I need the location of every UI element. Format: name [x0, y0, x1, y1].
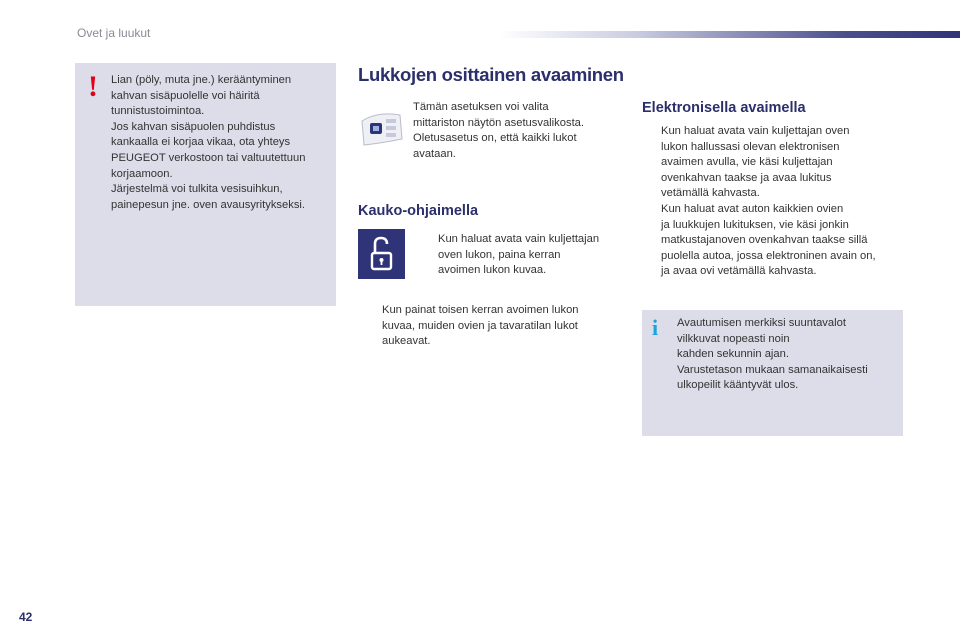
- item-text: oven lukon, paina kerran: [438, 248, 561, 261]
- item-text: vetämällä kahvasta.: [661, 187, 760, 200]
- warning-line: Jos kahvan sisäpuolen puhdistus: [111, 120, 276, 133]
- warning-line: Järjestelmä voi tulkita vesisuihkun,: [111, 183, 283, 196]
- page-section-title: Ovet ja luukut: [77, 26, 151, 40]
- warning-line: PEUGEOT verkostoon tai valtuutettuun: [111, 151, 306, 164]
- open-padlock-icon: [358, 229, 405, 279]
- warning-line: Lian (pöly, muta jne.) kerääntyminen: [111, 74, 292, 86]
- item-text: matkustajanoven ovenkahvan taakse sillä: [661, 234, 868, 247]
- warning-text: [111, 73, 331, 213]
- intro-line: Tämän asetuksen voi valita: [413, 101, 549, 113]
- info-line: kahden sekunnin ajan.: [677, 348, 789, 361]
- intro-line: mittariston näytön asetusvalikosta.: [413, 116, 585, 129]
- intro-line: avataan.: [413, 147, 456, 160]
- info-icon: i: [652, 315, 659, 340]
- item-text: Kun haluat avat auton kaikkien ovien: [661, 202, 844, 215]
- item-text: aukeavat.: [382, 335, 431, 348]
- item-text: ovenkahvan taakse ja avaa lukitus: [661, 171, 832, 184]
- item-text: ja luukkujen lukituksen, vie käsi jonkin: [661, 218, 849, 231]
- item-text: lukon hallussasi olevan elektronisen: [661, 140, 840, 153]
- warning-line: tunnistustoimintoa.: [111, 105, 205, 118]
- info-line: ulkopeilit kääntyvät ulos.: [677, 379, 799, 392]
- intro-line: Oletusasetus on, että kaikki lukot: [413, 132, 577, 145]
- remote-list-item-1: [419, 232, 599, 279]
- item-text: Kun haluat avata vain kuljettajan oven: [661, 125, 850, 137]
- section-heading: Lukkojen osittainen avaaminen: [358, 64, 624, 85]
- header-gradient-bar: [500, 31, 960, 38]
- warning-icon: !: [88, 70, 98, 103]
- warning-line: kankaalla ei korjaa vikaa, ota yhteys: [111, 136, 291, 149]
- info-text: [677, 316, 868, 394]
- item-text: puolella autoa, jossa elektroninen avain on,: [661, 249, 876, 262]
- remote-list-item-2: [363, 303, 579, 350]
- intro-text: [413, 100, 584, 162]
- item-text: avaimen avulla, vie käsi kuljettajan: [661, 156, 833, 169]
- info-line: vilkkuvat nopeasti noin: [677, 332, 790, 345]
- info-line: Avautumisen merkiksi suuntavalot: [677, 317, 846, 329]
- remote-heading: Kauko-ohjaimella: [358, 203, 479, 219]
- warning-line: painepesun jne. oven avausyritykseksi.: [111, 198, 306, 211]
- item-text: avoimen lukon kuvaa.: [438, 264, 547, 277]
- item-text: ja avaa ovi vetämällä kahvasta.: [661, 265, 817, 278]
- item-text: Kun painat toisen kerran avoimen lukon: [382, 304, 579, 316]
- electronic-list: [642, 124, 876, 280]
- electronic-key-heading: Elektronisella avaimella: [642, 100, 806, 116]
- warning-line: korjaamoon.: [111, 167, 173, 180]
- page-number: 42: [19, 610, 33, 624]
- item-text: Kun haluat avata vain kuljettajan: [438, 233, 600, 245]
- instrument-panel-icon: [358, 109, 404, 149]
- item-text: kuvaa, muiden ovien ja tavaratilan lukot: [382, 319, 578, 332]
- warning-line: kahvan sisäpuolelle voi häiritä: [111, 89, 260, 102]
- info-line: Varustetason mukaan samanaikaisesti: [677, 363, 868, 376]
